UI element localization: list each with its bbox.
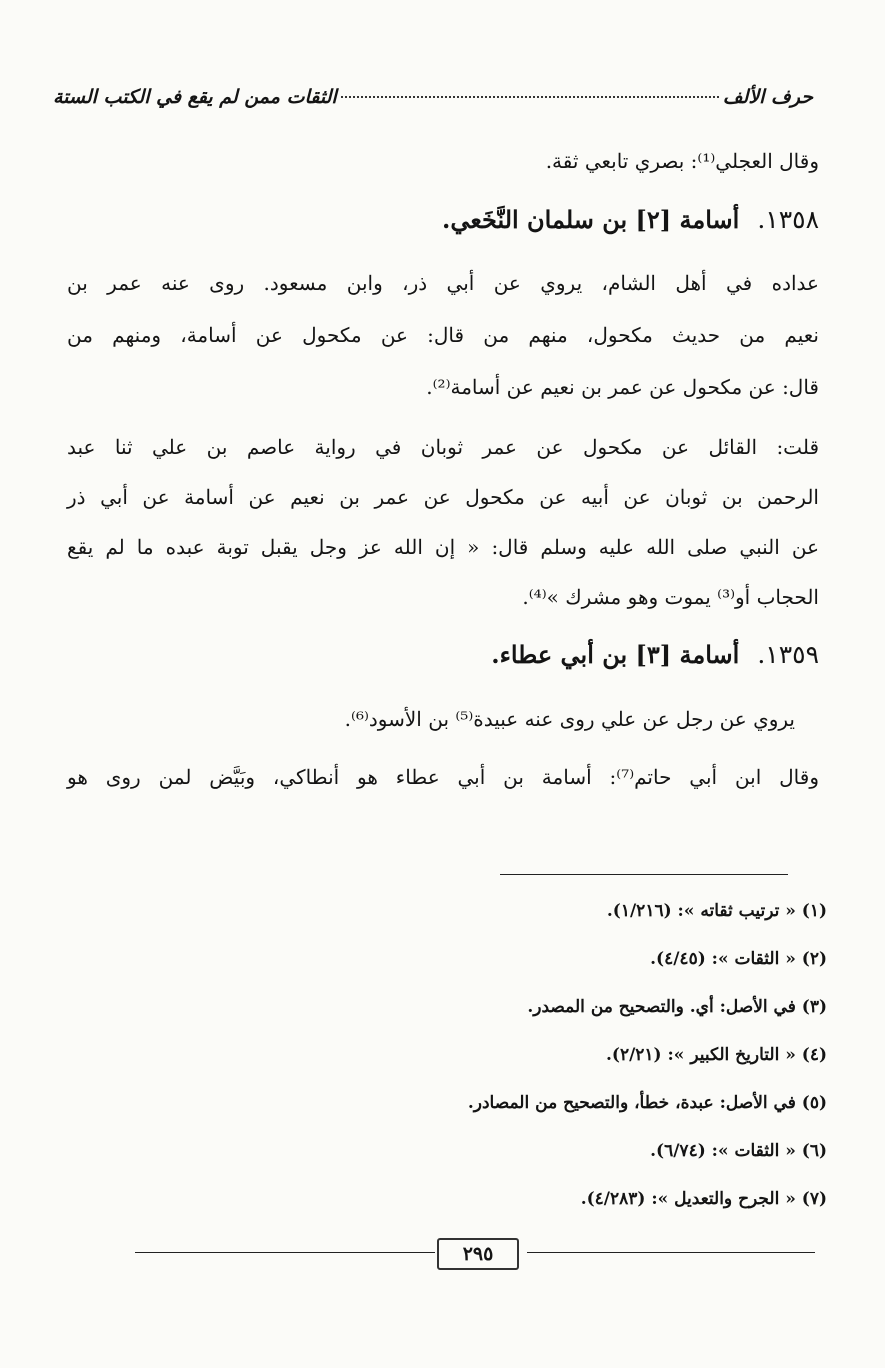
header-book-title: الثقات ممن لم يقع في الكتب الستة [53, 86, 337, 108]
body-line: نعيم من حديث مكحول، منهم من قال: عن مكحول عن أسامة، ومنهم من [67, 323, 819, 347]
entry-number: ١٣٥٨. [757, 205, 819, 234]
entry-heading-1358 [442, 205, 819, 234]
entry-number: ١٣٥٩. [757, 640, 819, 669]
page-footer [135, 1238, 815, 1268]
footnote: (٥) في الأصل: عبدة، خطأ، والتصحيح من المصادر. [467, 1093, 827, 1113]
footnote: (١) « ترتيب ثقاته »: (١/٢١٦). [606, 901, 827, 921]
entry-name: أسامة [٢] بن سلمان النَّخَعي. [442, 205, 740, 234]
header-chapter-title: حرف الألف [722, 86, 813, 108]
footnote: (٢) « الثقات »: (٤/٤٥). [650, 949, 827, 969]
entry-heading-1359 [491, 640, 819, 669]
entry-name: أسامة [٣] بن أبي عطاء. [491, 640, 740, 669]
body-line: الرحمن بن ثوبان عن أبيه عن مكحول عن عمر بن نعيم عن أسامة عن أبي ذر [67, 485, 819, 509]
footnote: (٣) في الأصل: أي. والتصحيح من المصدر. [527, 997, 827, 1017]
footnote: (٤) « التاريخ الكبير »: (٢/٢١). [605, 1045, 827, 1065]
page-number: ٢٩٥ [437, 1238, 519, 1270]
body-line: عن النبي صلى الله عليه وسلم قال: « إن الله عز وجل يقبل توبة عبده ما لم يقع [67, 535, 820, 559]
running-header [53, 86, 813, 122]
body-line: يروي عن رجل عن علي روى عنه عبيدة⁽⁵⁾ بن الأسود⁽⁶⁾. [344, 707, 795, 731]
footnote: (٧) « الجرح والتعديل »: (٤/٢٨٣). [580, 1189, 827, 1209]
footer-rule-left [135, 1252, 435, 1253]
body-line: وقال ابن أبي حاتم⁽⁷⁾: أسامة بن أبي عطاء هو أنطاكي، وبَيَّض لمن روى هو [67, 765, 819, 789]
footnote: (٦) « الثقات »: (٦/٧٤). [650, 1141, 827, 1161]
footer-rule-right [527, 1252, 815, 1253]
body-line: وقال العجلي⁽¹⁾: بصري تابعي ثقة. [545, 149, 819, 173]
header-dot-leader [341, 96, 719, 98]
body-line: قلت: القائل عن مكحول عن عمر ثوبان في رواية عاصم بن علي ثنا عبد [67, 435, 819, 459]
footnote-separator [500, 874, 788, 875]
body-line: قال: عن مكحول عن عمر بن نعيم عن أسامة⁽²⁾. [426, 375, 819, 399]
body-line: عداده في أهل الشام، يروي عن أبي ذر، وابن مسعود. روى عنه عمر بن [67, 271, 819, 295]
body-line: الحجاب أو⁽³⁾ يموت وهو مشرك »⁽⁴⁾. [522, 585, 819, 609]
